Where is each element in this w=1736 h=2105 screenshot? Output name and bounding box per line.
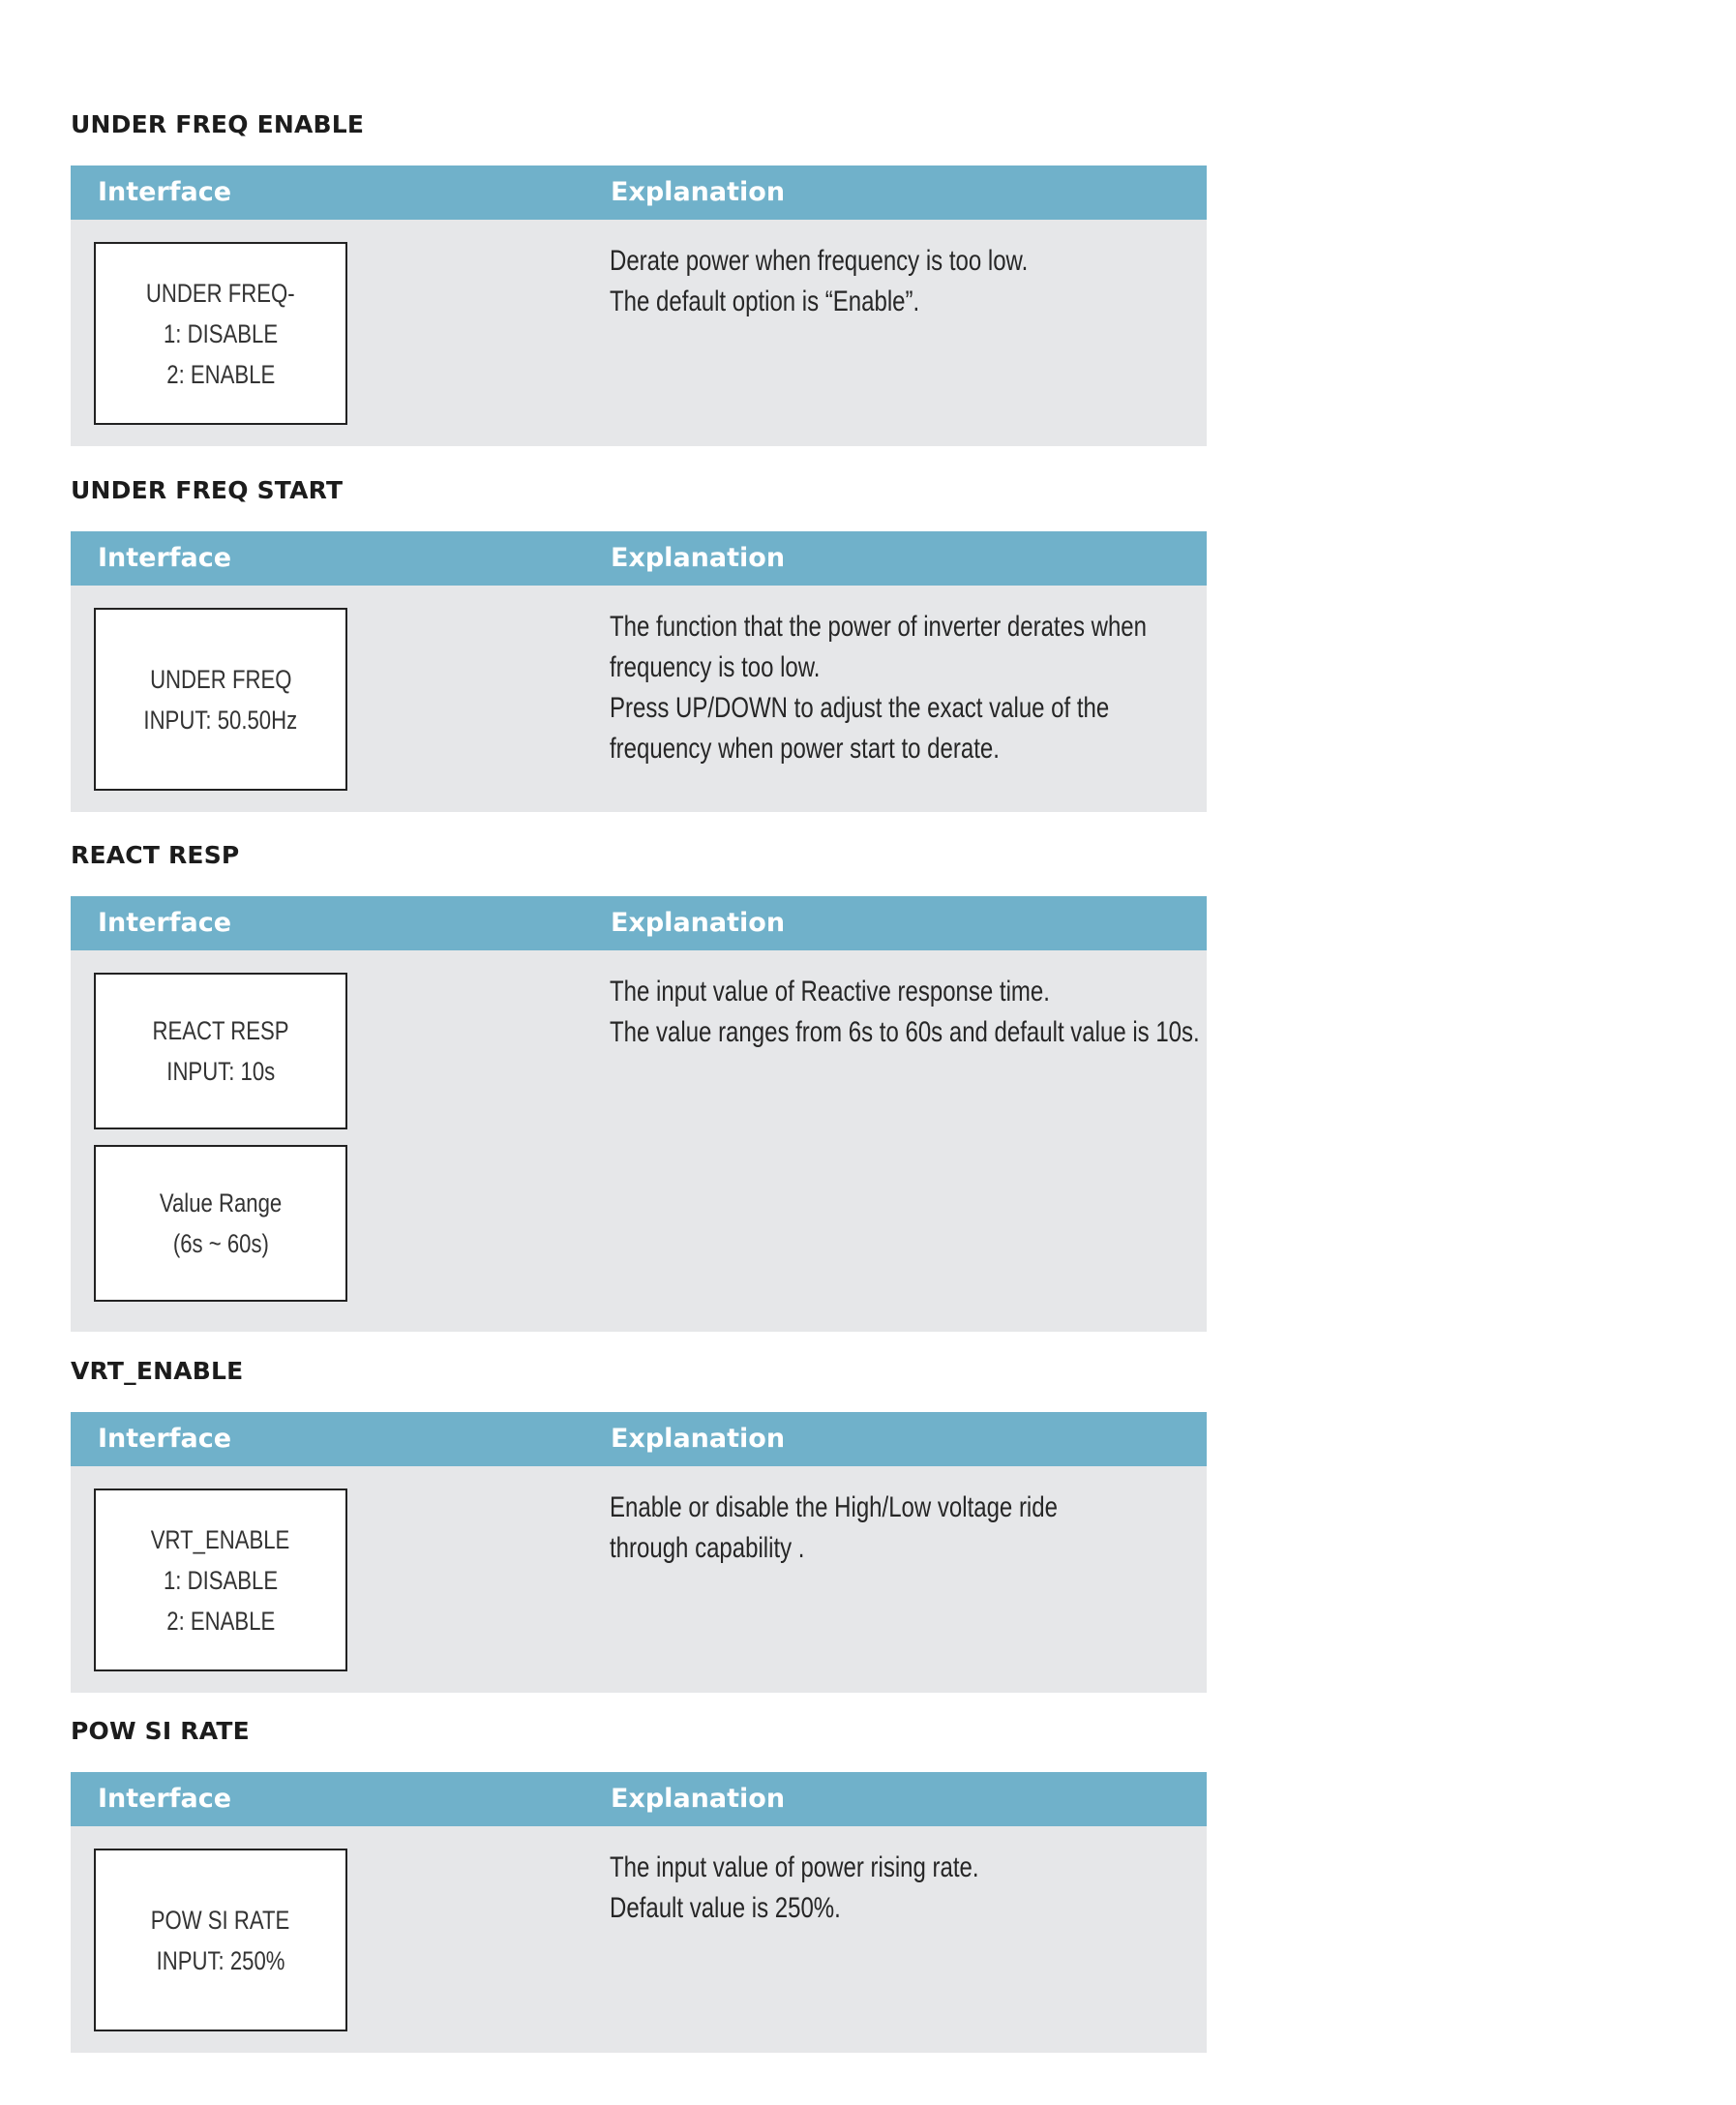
table-header: [71, 1772, 1207, 1826]
section-title: POW SI RATE: [71, 1717, 250, 1745]
lcd-line: INPUT: 50.50Hz: [143, 705, 298, 735]
explanation-line: Default value is 250%.: [610, 1892, 841, 1924]
header-interface: Interface: [98, 1784, 232, 1814]
section-title: UNDER FREQ ENABLE: [71, 110, 365, 138]
lcd-line: 1: DISABLE: [163, 318, 279, 348]
header-interface: Interface: [98, 908, 232, 938]
settings-table: [71, 531, 1207, 812]
lcd-line: Value Range: [159, 1188, 283, 1218]
table-body: [71, 950, 1207, 1332]
lcd-line: UNDER FREQ: [149, 664, 292, 694]
settings-table: [71, 165, 1207, 446]
header-interface: Interface: [98, 177, 232, 207]
settings-table: [71, 1412, 1207, 1693]
table-body: [71, 220, 1207, 446]
explanation-line: The input value of power rising rate.: [610, 1851, 979, 1883]
header-explanation: Explanation: [611, 908, 786, 938]
explanation-text: [610, 607, 1190, 769]
lcd-line: 2: ENABLE: [165, 1606, 275, 1636]
explanation-text: [610, 241, 1190, 322]
lcd-line: INPUT: 250%: [156, 1945, 285, 1975]
explanation-line: Derate power when frequency is too low.: [610, 245, 1029, 277]
explanation-line: The input value of Reactive response time.: [610, 976, 1050, 1007]
section-title: UNDER FREQ START: [71, 476, 344, 504]
explanation-line: through capability .: [610, 1532, 805, 1564]
explanation-text: [610, 1848, 1190, 1929]
lcd-line: INPUT: 10s: [166, 1057, 275, 1086]
header-explanation: Explanation: [611, 1424, 786, 1454]
header-explanation: Explanation: [611, 1784, 786, 1814]
lcd-line: REACT RESP: [152, 1016, 289, 1045]
explanation-text: [610, 972, 1200, 1053]
lcd-screen: [94, 608, 347, 791]
lcd-line: 1: DISABLE: [163, 1565, 279, 1595]
lcd-line: 2: ENABLE: [165, 359, 275, 389]
table-body: [71, 586, 1207, 812]
explanation-line: frequency is too low.: [610, 651, 821, 683]
explanation-text: [610, 1488, 1190, 1569]
explanation-line: The value ranges from 6s to 60s and default value is 10s.: [610, 1016, 1200, 1048]
explanation-line: The default option is “Enable”.: [610, 286, 920, 317]
header-interface: Interface: [98, 543, 232, 573]
table-body: [71, 1466, 1207, 1693]
lcd-screen: [94, 1489, 347, 1671]
settings-table: [71, 1772, 1207, 2053]
explanation-line: frequency when power start to derate.: [610, 733, 1000, 765]
table-header: [71, 896, 1207, 950]
table-body: [71, 1826, 1207, 2053]
lcd-line: POW SI RATE: [151, 1905, 290, 1935]
explanation-line: Enable or disable the High/Low voltage ride: [610, 1491, 1058, 1523]
lcd-screen: [94, 1145, 347, 1302]
settings-table: [71, 896, 1207, 1332]
section-title: REACT RESP: [71, 841, 240, 869]
section-title: VRT_ENABLE: [71, 1357, 244, 1385]
table-header: [71, 531, 1207, 586]
lcd-line: UNDER FREQ-: [146, 278, 295, 308]
lcd-line: (6s ~ 60s): [172, 1229, 269, 1258]
lcd-screen: [94, 242, 347, 425]
header-interface: Interface: [98, 1424, 232, 1454]
explanation-line: Press UP/DOWN to adjust the exact value of the: [610, 692, 1110, 724]
lcd-line: VRT_ENABLE: [151, 1524, 290, 1554]
table-header: [71, 165, 1207, 220]
table-header: [71, 1412, 1207, 1466]
lcd-screen: [94, 1849, 347, 2031]
lcd-screen: [94, 973, 347, 1129]
explanation-line: The function that the power of inverter derates when: [610, 611, 1147, 643]
header-explanation: Explanation: [611, 543, 786, 573]
header-explanation: Explanation: [611, 177, 786, 207]
